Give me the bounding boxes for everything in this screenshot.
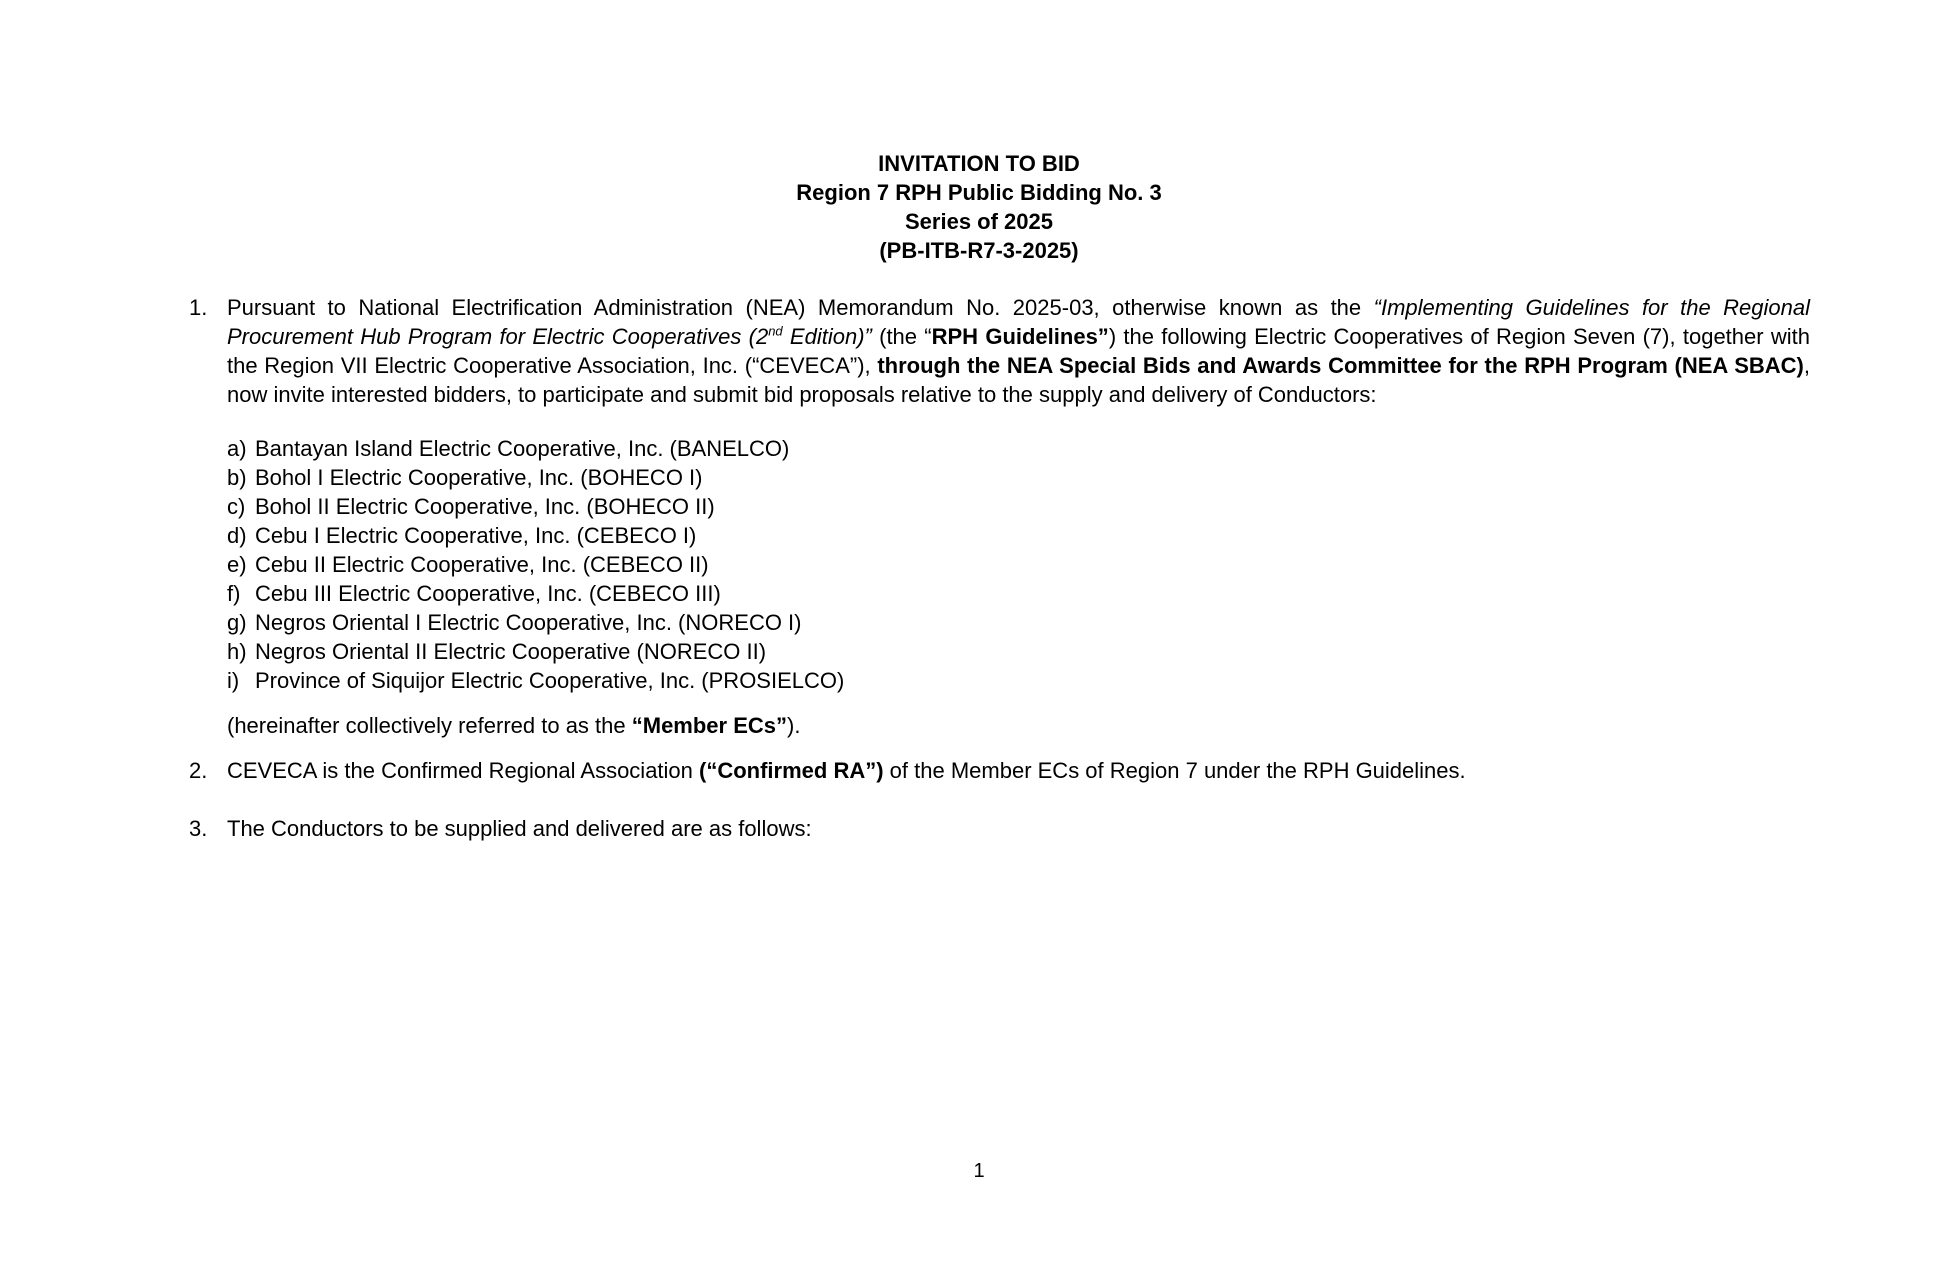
member-ec-list: [227, 434, 1627, 695]
item-2-paragraph: [227, 756, 1810, 785]
page-number: 1: [973, 1160, 985, 1182]
guidelines-title-start: “Implementing Guidelines for the Regional Procurement Hub Program for Electric Cooperatives (2: [227, 295, 1811, 349]
list-item: [227, 463, 1627, 492]
item-1: [189, 293, 1810, 409]
list-item-letter: f): [227, 581, 241, 606]
hereinafter-text-1: (hereinafter collectively referred to as the: [227, 713, 632, 738]
list-item-letter: c): [227, 494, 246, 519]
list-item: [227, 492, 1627, 521]
member-ec-list-container: [227, 434, 1627, 695]
list-item-name: Bantayan Island Electric Cooperative, Inc. (BANELCO): [255, 436, 790, 461]
list-item-letter: e): [227, 552, 247, 577]
list-item: [227, 579, 1627, 608]
guidelines-title-end: Edition)”: [782, 324, 872, 349]
bidding-number: Region 7 RPH Public Bidding No. 3: [796, 180, 1162, 205]
confirmed-ra-term: (“Confirmed RA”): [699, 758, 884, 783]
list-item: [227, 637, 1627, 666]
bidding-reference: (PB-ITB-R7-3-2025): [879, 238, 1079, 263]
list-item-letter: d): [227, 523, 247, 548]
item-1-number: 1.: [189, 295, 208, 320]
item-1-text-7: , now invite interested bidders, to participate and submit bid proposals relative to the supply and delivery of Conductors:: [227, 353, 1810, 407]
bidding-series: Series of 2025: [905, 209, 1053, 234]
list-item-name: Negros Oriental I Electric Cooperative, Inc. (NORECO I): [255, 610, 802, 635]
list-item-name: Bohol I Electric Cooperative, Inc. (BOHECO I): [255, 465, 703, 490]
nea-sbac-term: through the NEA Special Bids and Awards Committee for the RPH Program (NEA SBAC): [877, 353, 1804, 378]
document-heading: [0, 149, 1948, 265]
item-1-text-1: Pursuant to National Electrification Administration (NEA) Memorandum No. 2025-03, otherwise known as the: [227, 295, 1374, 320]
list-item-name: Cebu III Electric Cooperative, Inc. (CEBECO III): [255, 581, 721, 606]
list-item-letter: h): [227, 639, 247, 664]
list-item: [227, 434, 1627, 463]
list-item-name: Province of Siquijor Electric Cooperative, Inc. (PROSIELCO): [255, 668, 845, 693]
item-2-number: 2.: [189, 758, 208, 783]
ordinal-suffix: nd: [768, 323, 783, 339]
list-item: [227, 521, 1627, 550]
list-item-name: Cebu I Electric Cooperative, Inc. (CEBECO I): [255, 523, 697, 548]
list-item: [227, 550, 1627, 579]
list-item-letter: g): [227, 610, 247, 635]
list-item-name: Negros Oriental II Electric Cooperative (NORECO II): [255, 639, 767, 664]
list-item-letter: i): [227, 668, 240, 693]
hereinafter-text-3: ).: [787, 713, 801, 738]
document-title: INVITATION TO BID: [878, 151, 1080, 176]
item-1-paragraph: [227, 293, 1810, 409]
item-1-text-3: (the “: [871, 324, 932, 349]
list-item: [227, 666, 1627, 695]
list-item-letter: a): [227, 436, 247, 461]
item-1-text-5: ) the following Electric Cooperatives of Region Seven (7), together with the Region VII Electric Cooperative Association, Inc. (“CEVECA”),: [227, 324, 1810, 378]
rph-guidelines-term: RPH Guidelines”: [931, 324, 1109, 349]
list-item-letter: b): [227, 465, 247, 490]
item-3-paragraph: The Conductors to be supplied and delivered are as follows:: [227, 816, 812, 841]
member-ecs-definition: [227, 711, 1627, 740]
member-ecs-term: “Member ECs”: [631, 713, 788, 738]
item-2: [189, 756, 1810, 785]
list-item: [227, 608, 1627, 637]
list-item-name: Bohol II Electric Cooperative, Inc. (BOHECO II): [255, 494, 715, 519]
list-item-name: Cebu II Electric Cooperative, Inc. (CEBECO II): [255, 552, 709, 577]
item-3: [189, 814, 1810, 843]
item-3-number: 3.: [189, 816, 208, 841]
item-2-text-1: CEVECA is the Confirmed Regional Association: [227, 758, 700, 783]
item-2-text-3: of the Member ECs of Region 7 under the RPH Guidelines.: [883, 758, 1466, 783]
